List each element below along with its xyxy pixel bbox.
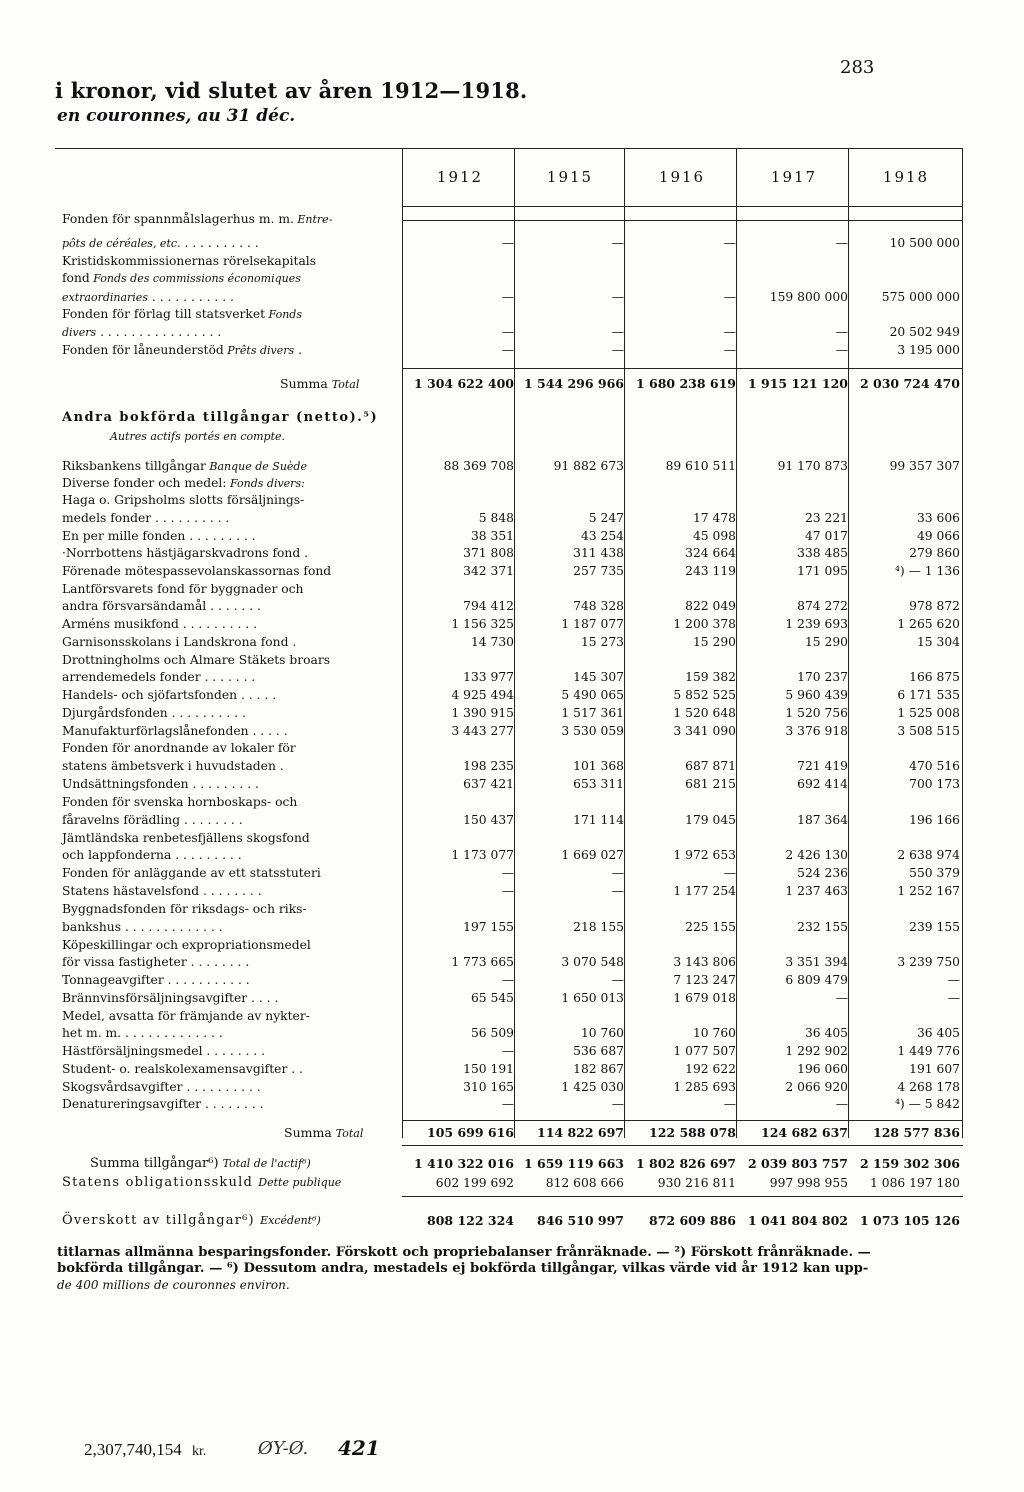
footnote-line: bokförda tillgångar. — ⁶) Dessutom andra, mestadels ej bokförda tillgångar, vilkas värde vid år 1912 kan upp- (57, 1261, 869, 1276)
header-rule (402, 206, 963, 207)
row-label: Drottningholms och Almare Stäkets broars (62, 653, 331, 667)
row-label: Handels- och sjöfartsfonden . . . . . (62, 688, 277, 702)
cell-value: 218 155 (573, 920, 624, 934)
cell-value: 171 095 (797, 564, 848, 578)
cell-value: 10 760 (692, 1026, 736, 1040)
cell-value: 225 155 (685, 920, 736, 934)
cell-value: — (611, 884, 624, 898)
row-label: Statens hästavelsfond . . . . . . . . (62, 884, 262, 898)
cell-value: 550 379 (909, 866, 960, 880)
cell-value: 1 680 238 619 (635, 376, 736, 391)
cell-value: — (611, 236, 624, 250)
row-label: Djurgårdsfonden . . . . . . . . . . (62, 706, 246, 720)
cell-value: 38 351 (470, 529, 514, 543)
cell-value: 1 773 665 (451, 955, 514, 969)
cell-value: 1 073 105 126 (859, 1213, 960, 1228)
cell-value: 524 236 (797, 866, 848, 880)
footnote-line: de 400 millions de couronnes environ. (57, 1278, 290, 1292)
cell-value: 179 045 (685, 813, 736, 827)
cell-value: 3 143 806 (673, 955, 736, 969)
cell-value: 3 195 000 (897, 343, 960, 357)
cell-value: 872 609 886 (649, 1213, 736, 1228)
cell-value: 637 421 (463, 777, 514, 791)
cell-value: 232 155 (797, 920, 848, 934)
cell-value: 36 405 (804, 1026, 848, 1040)
cell-value: 170 237 (797, 670, 848, 684)
statsskuld-label-fr: Dette publique (258, 1176, 342, 1189)
cell-value: — (723, 1097, 736, 1111)
cell-value: 124 682 637 (761, 1125, 848, 1140)
cell-value: 1 410 322 016 (413, 1156, 514, 1171)
section-heading: Andra bokförda tillgångar (netto).⁵) (62, 410, 379, 425)
cell-value: 3 070 548 (561, 955, 624, 969)
cell-value: 338 485 (797, 546, 848, 560)
row-label: Fonden för svenska hornboskaps- och (62, 795, 298, 809)
cell-value: 133 977 (463, 670, 514, 684)
row-label: Fonden för anläggande av ett statsstuteri (62, 866, 321, 880)
cell-value: 310 165 (463, 1080, 514, 1094)
cell-value: 536 687 (573, 1044, 624, 1058)
cell-value: 5 247 (588, 511, 624, 525)
row-label-fr: Entre- (293, 213, 333, 226)
cell-value: 2 426 130 (785, 848, 848, 862)
cell-value: — (723, 290, 736, 304)
cell-value: 846 510 997 (537, 1213, 624, 1228)
cell-value: 5 960 439 (785, 688, 848, 702)
row-label-fr: Fonds (265, 308, 302, 321)
cell-value: 239 155 (909, 920, 960, 934)
cell-value: 1 520 648 (673, 706, 736, 720)
row-label: Undsättningsfonden . . . . . . . . . (62, 777, 259, 791)
row-label: och lappfonderna . . . . . . . . . (62, 848, 242, 862)
cell-value: — (501, 884, 514, 898)
cell-value: 88 369 708 (443, 459, 514, 473)
row-label: Köpeskillingar och expropriationsmedel (62, 938, 311, 952)
cell-value: 2 066 920 (785, 1080, 848, 1094)
cell-value: 3 341 090 (673, 724, 736, 738)
cell-value: 36 405 (916, 1026, 960, 1040)
cell-value: 47 017 (804, 529, 848, 543)
cell-value: 1 156 325 (451, 617, 514, 631)
row-label: statens ämbetsverk i huvudstaden . (62, 759, 284, 773)
cell-value: — (611, 866, 624, 880)
cell-value: 1 041 804 802 (747, 1213, 848, 1228)
row-rule (402, 1120, 963, 1121)
header-rule-2 (402, 220, 963, 221)
cell-value: 1 449 776 (897, 1044, 960, 1058)
cell-value: — (723, 236, 736, 250)
stamp-mark: 421 (338, 1436, 380, 1460)
cell-value: 1 173 077 (451, 848, 514, 862)
cell-value: 15 304 (916, 635, 960, 649)
row-label: het m. m. . . . . . . . . . . . . . (62, 1026, 223, 1040)
bottom-number-value: 2,307,740,154 (84, 1440, 182, 1459)
cell-value: 23 221 (804, 511, 848, 525)
row-label: Manufakturförlagslånefonden . . . . . (62, 724, 288, 738)
row-label-fr: Prêts divers (223, 344, 295, 357)
cell-value: 1 304 622 400 (413, 376, 514, 391)
cell-value: — (501, 1097, 514, 1111)
cell-value: 3 239 750 (897, 955, 960, 969)
cell-value: 1 915 121 120 (747, 376, 848, 391)
cell-value: — (611, 1097, 624, 1111)
cell-value: 89 610 511 (665, 459, 736, 473)
cell-value: 5 848 (478, 511, 514, 525)
cell-value: 1 679 018 (673, 991, 736, 1005)
row-label: för vissa fastigheter . . . . . . . . (62, 955, 250, 969)
row-label: Brännvinsförsäljningsavgifter . . . . (62, 991, 279, 1005)
cell-value: 197 155 (463, 920, 514, 934)
cell-value: 1 650 013 (561, 991, 624, 1005)
cell-value: 1 659 119 663 (523, 1156, 624, 1171)
cell-value: 15 290 (692, 635, 736, 649)
row-label: Haga o. Gripsholms slotts försäljnings- (62, 493, 305, 507)
cell-value: 1 525 008 (897, 706, 960, 720)
cell-value: 1 425 030 (561, 1080, 624, 1094)
summa-label: Summa Total (284, 1125, 364, 1140)
row-label: medels fonder . . . . . . . . . . (62, 511, 230, 525)
cell-value: 1 517 361 (561, 706, 624, 720)
cell-value: — (611, 343, 624, 357)
cell-value: 159 382 (685, 670, 736, 684)
row-label: Garnisonsskolans i Landskrona fond . (62, 635, 297, 649)
row-label: ·Norrbottens hästjägarskvadrons fond . (62, 546, 309, 560)
row-label: Diverse fonder och medel: Fonds divers: (62, 476, 305, 490)
row-label: fåravelns förädling . . . . . . . . (62, 813, 243, 827)
cell-value: 692 414 (797, 777, 848, 791)
cell-value: 1 239 693 (785, 617, 848, 631)
cell-value: 1 520 756 (785, 706, 848, 720)
cell-value: 575 000 000 (881, 290, 960, 304)
cell-value: 4 268 178 (897, 1080, 960, 1094)
footnote-line: titlarnas allmänna besparingsfonder. Förskott och propriebalanser frånräknade. — ²) Förskott frånräknade. — (57, 1245, 871, 1260)
summa-label-fr: Total (335, 1127, 364, 1140)
cell-value: 49 066 (916, 529, 960, 543)
row-rule (402, 1196, 963, 1197)
row-label-fr: divers (62, 326, 97, 339)
row-label: arrendemedels fonder . . . . . . . (62, 670, 256, 684)
cell-value: 166 875 (909, 670, 960, 684)
cell-value: 1 177 254 (673, 884, 736, 898)
cell-value: 1 252 167 (897, 884, 960, 898)
col-rule (736, 148, 737, 1138)
cell-value: 145 307 (573, 670, 624, 684)
row-label-fr: Banque de Suède (205, 460, 307, 473)
row-label-fr: extraordinaries (62, 291, 148, 304)
col-rule (624, 148, 625, 1138)
cell-value: 4 925 494 (451, 688, 514, 702)
row-label: En per mille fonden . . . . . . . . . (62, 529, 256, 543)
row-label: Skogsvårdsavgifter . . . . . . . . . . (62, 1080, 261, 1094)
cell-value: 187 364 (797, 813, 848, 827)
row-label: Kristidskommissionernas rörelsekapitals (62, 254, 317, 268)
handwritten-signature: ØY-Ø. (258, 1438, 309, 1459)
cell-value: 6 171 535 (897, 688, 960, 702)
cell-value: 5 490 065 (561, 688, 624, 702)
cell-value: ⁴) — 1 136 (894, 564, 960, 578)
cell-value: 91 882 673 (553, 459, 624, 473)
cell-value: 33 606 (916, 511, 960, 525)
cell-value: 2 039 803 757 (747, 1156, 848, 1171)
cell-value: 191 607 (909, 1062, 960, 1076)
summa-tillgangar-label-fr: Total de l'actif⁶) (222, 1157, 311, 1170)
cell-value: 114 822 697 (537, 1125, 624, 1140)
cell-value: 2 030 724 470 (859, 376, 960, 391)
cell-value: — (835, 1097, 848, 1111)
cell-value: 3 351 394 (785, 955, 848, 969)
bottom-number (84, 1440, 206, 1460)
cell-value: 99 357 307 (889, 459, 960, 473)
cell-value: 700 173 (909, 777, 960, 791)
cell-value: 1 187 077 (561, 617, 624, 631)
year-header-1917: 1917 (770, 168, 818, 186)
col-rule (848, 148, 849, 1138)
cell-value: 150 191 (463, 1062, 514, 1076)
cell-value: 794 412 (463, 599, 514, 613)
summa-label: Summa Total (280, 376, 360, 391)
cell-value: 15 290 (804, 635, 848, 649)
col-rule (514, 148, 515, 1138)
cell-value: 1 200 378 (673, 617, 736, 631)
cell-value: 1 285 693 (673, 1080, 736, 1094)
row-label: Förenade mötespassevolanskassornas fond (62, 564, 332, 578)
cell-value: — (835, 236, 848, 250)
cell-value: 874 272 (797, 599, 848, 613)
cell-value: 105 699 616 (427, 1125, 514, 1140)
cell-value: 3 530 059 (561, 724, 624, 738)
year-header-1912: 1912 (436, 168, 484, 186)
cell-value: 1 237 463 (785, 884, 848, 898)
footnote (57, 1245, 967, 1293)
cell-value: — (723, 325, 736, 339)
summa-label-fr: Total (331, 378, 360, 391)
row-label-fr: pôts de céréales, etc. (62, 237, 181, 250)
cell-value: 6 809 479 (785, 973, 848, 987)
cell-value: 342 371 (463, 564, 514, 578)
cell-value: 602 199 692 (435, 1176, 514, 1190)
cell-value: 2 638 974 (897, 848, 960, 862)
page-title: i kronor, vid slutet av åren 1912—1918. (55, 78, 528, 103)
cell-value: 171 114 (573, 813, 624, 827)
cell-value: 371 808 (463, 546, 514, 560)
row-label: Jämtländska renbetesfjällens skogsfond (62, 831, 310, 845)
col-rule (402, 148, 403, 1138)
cell-value: 822 049 (685, 599, 736, 613)
cell-value: 681 215 (685, 777, 736, 791)
row-label: Riksbankens tillgångar Banque de Suède (62, 459, 307, 473)
cell-value: — (501, 866, 514, 880)
row-label: Arméns musikfond . . . . . . . . . . (62, 617, 258, 631)
cell-value: 43 254 (580, 529, 624, 543)
cell-value: — (835, 325, 848, 339)
cell-value: 3 508 515 (897, 724, 960, 738)
cell-value: 5 852 525 (673, 688, 736, 702)
cell-value: — (501, 236, 514, 250)
cell-value: 812 608 666 (545, 1176, 624, 1190)
row-label-fr: Fonds des commissions économiques (89, 272, 301, 285)
row-label-fr: Fonds divers: (226, 477, 305, 490)
cell-value: 721 419 (797, 759, 848, 773)
cell-value: — (611, 290, 624, 304)
cell-value: — (947, 973, 960, 987)
row-label: Hästförsäljningsmedel . . . . . . . . (62, 1044, 266, 1058)
cell-value: 14 730 (470, 635, 514, 649)
cell-value: 128 577 836 (873, 1125, 960, 1140)
year-header-1915: 1915 (546, 168, 594, 186)
cell-value: 324 664 (685, 546, 736, 560)
cell-value: 91 170 873 (777, 459, 848, 473)
col-rule (962, 148, 963, 1138)
cell-value: 10 760 (580, 1026, 624, 1040)
cell-value: 1 292 902 (785, 1044, 848, 1058)
cell-value: 3 376 918 (785, 724, 848, 738)
row-label: Denatureringsavgifter . . . . . . . . (62, 1097, 264, 1111)
cell-value: 997 998 955 (769, 1176, 848, 1190)
row-label: Fonden för anordnande av lokaler för (62, 741, 296, 755)
row-label: Tonnageavgifter . . . . . . . . . . . (62, 973, 250, 987)
cell-value: 1 390 915 (451, 706, 514, 720)
cell-value: — (611, 973, 624, 987)
cell-value: — (835, 343, 848, 357)
cell-value: 122 588 078 (649, 1125, 736, 1140)
cell-value: 1 802 826 697 (635, 1156, 736, 1171)
cell-value: 198 235 (463, 759, 514, 773)
table-top-rule (55, 148, 963, 149)
year-header-1918: 1918 (882, 168, 930, 186)
cell-value: — (723, 866, 736, 880)
cell-value: ⁴) — 5 842 (894, 1097, 960, 1111)
cell-value: 257 735 (573, 564, 624, 578)
cell-value: 3 443 277 (451, 724, 514, 738)
section-heading-fr-text: Autres actifs portés en compte. (110, 430, 285, 443)
row-label: extraordinaries . . . . . . . . . . . (62, 290, 234, 304)
cell-value: 808 122 324 (427, 1213, 514, 1228)
cell-value: 182 867 (573, 1062, 624, 1076)
row-label: andra försvarsändamål . . . . . . . (62, 599, 261, 613)
row-label: divers . . . . . . . . . . . . . . . . (62, 325, 222, 339)
cell-value: 7 123 247 (673, 973, 736, 987)
cell-value: 20 502 949 (889, 325, 960, 339)
year-header-1916: 1916 (658, 168, 706, 186)
cell-value: 748 328 (573, 599, 624, 613)
cell-value: — (501, 1044, 514, 1058)
bottom-number-unit: kr. (192, 1444, 207, 1459)
cell-value: 1 544 296 966 (523, 376, 624, 391)
cell-value: — (947, 991, 960, 1005)
cell-value: 1 077 507 (673, 1044, 736, 1058)
cell-value: 196 060 (797, 1062, 848, 1076)
row-label: Student- o. realskolexamensavgifter . . (62, 1062, 303, 1076)
cell-value: 45 098 (692, 529, 736, 543)
row-label: pôts de céréales, etc. . . . . . . . . . . (62, 236, 259, 250)
cell-value: 930 216 811 (657, 1176, 736, 1190)
cell-value: 470 516 (909, 759, 960, 773)
cell-value: 196 166 (909, 813, 960, 827)
cell-value: 243 119 (685, 564, 736, 578)
cell-value: — (501, 343, 514, 357)
cell-value: 653 311 (573, 777, 624, 791)
cell-value: 2 159 302 306 (859, 1156, 960, 1171)
row-label: fond Fonds des commissions économiques (62, 271, 301, 285)
cell-value: — (501, 973, 514, 987)
cell-value: 687 871 (685, 759, 736, 773)
cell-value: 159 800 000 (769, 290, 848, 304)
cell-value: 56 509 (470, 1026, 514, 1040)
overskott-label: Överskott av tillgångar⁶) Excédent⁶) (62, 1213, 321, 1228)
row-label: Medel, avsatta för främjande av nykter- (62, 1009, 310, 1023)
row-label: Fonden för låneunderstöd Prêts divers . (62, 343, 303, 357)
page-subtitle: en couronnes, au 31 déc. (57, 106, 296, 126)
row-rule (402, 368, 963, 369)
cell-value: — (835, 991, 848, 1005)
cell-value: — (501, 290, 514, 304)
row-rule (402, 1145, 963, 1146)
cell-value: 1 086 197 180 (870, 1176, 960, 1190)
page-number: 283 (840, 57, 875, 78)
summa-tillgangar-label: Summa tillgångar⁶) Total de l'actif⁶) (90, 1156, 311, 1171)
cell-value: 192 622 (685, 1062, 736, 1076)
cell-value: 15 273 (580, 635, 624, 649)
cell-value: 10 500 000 (889, 236, 960, 250)
cell-value: 311 438 (573, 546, 624, 560)
cell-value: 1 669 027 (561, 848, 624, 862)
cell-value: 279 860 (909, 546, 960, 560)
cell-value: 65 545 (470, 991, 514, 1005)
overskott-label-fr: Excédent⁶) (260, 1214, 321, 1227)
row-label: Fonden för spannmålslagerhus m. m. Entre- (62, 212, 333, 226)
row-label: Lantförsvarets fond för byggnader och (62, 582, 304, 596)
cell-value: 101 368 (573, 759, 624, 773)
cell-value: 17 478 (692, 511, 736, 525)
statsskuld-label: Statens obligationsskuld Dette publique (62, 1175, 342, 1190)
cell-value: 1 972 653 (673, 848, 736, 862)
row-label: bankshus . . . . . . . . . . . . . (62, 920, 223, 934)
row-label: Fonden för förlag till statsverket Fonds (62, 307, 302, 321)
cell-value: — (501, 325, 514, 339)
section-heading-fr (110, 429, 285, 444)
cell-value: — (723, 343, 736, 357)
cell-value: — (611, 325, 624, 339)
cell-value: 150 437 (463, 813, 514, 827)
cell-value: 1 265 620 (897, 617, 960, 631)
row-label: Byggnadsfonden för riksdags- och riks- (62, 902, 307, 916)
cell-value: 978 872 (909, 599, 960, 613)
